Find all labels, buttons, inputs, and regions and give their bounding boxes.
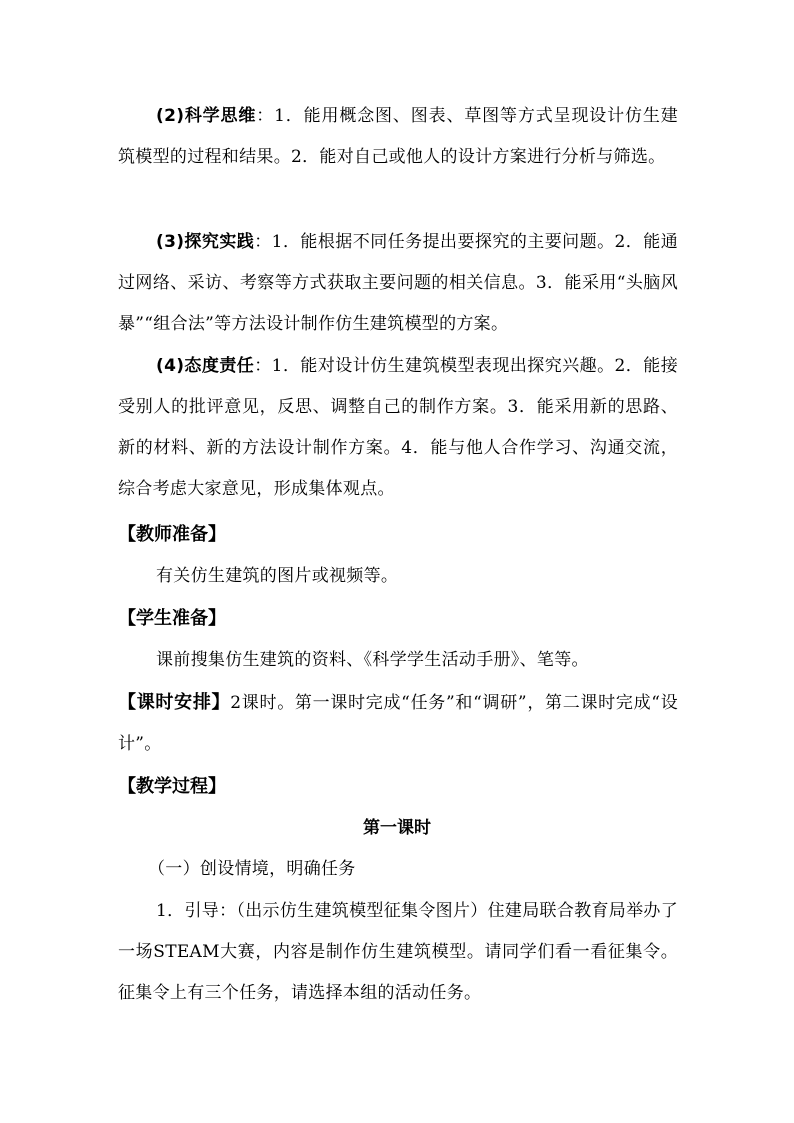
section-title: （一）创设情境，明确任务 [148,859,356,879]
student-prep-heading: 【学生准备】 [118,608,226,629]
teacher-prep-heading: 【教师准备】 [118,524,226,545]
schedule-paragraph [118,682,678,765]
goal-attitude-responsibility-label: (4)态度责任 [156,356,255,376]
process-heading: 【教学过程】 [118,776,226,797]
goal-science-thinking-text: ：1．能用概念图、图表、草图等方式呈现设计仿生建筑模型的过程和结果。2．能对自己或他人的设计方案进行分析与筛选。 [118,106,679,167]
goal-science-thinking [118,96,678,178]
lesson-title: 第一课时 [363,818,431,838]
teacher-prep-text: 有关仿生建筑的图片或视频等。 [156,566,399,586]
goal-inquiry-practice-text: ：1．能根据不同任务提出要探究的主要问题。2．能通过网络、采访、考察等方式获取主要问题的相关信息。3．能采用“头脑风暴”“组合法”等方法设计制作仿生建筑模型的方案。 [118,232,678,334]
goal-attitude-responsibility-text: ：1．能对设计仿生建筑模型表现出探究兴趣。2．能接受别人的批评意见，反思、调整自己的制作方案。3．能采用新的思路、新的材料、新的方法设计制作方案。4．能与他人合作学习、沟通交流，综合考虑大家意见，形成集体观点。 [118,356,678,499]
goal-science-thinking-label: (2)科学思维 [156,106,257,126]
student-prep-text: 课前搜集仿生建筑的资料、《科学学生活动手册》、笔等。 [156,650,589,670]
goal-attitude-responsibility [118,346,678,510]
goal-inquiry-practice-label: (3)探究实践 [156,232,255,252]
step-1-text: 1．引导：（出示仿生建筑模型征集令图片）住建局联合教育局举办了一场STEAM大赛，内容是制作仿生建筑模型。请同学们看一看征集令。征集令上有三个任务，请选择本组的活动任务。 [118,901,678,1003]
goal-inquiry-practice [118,222,678,345]
schedule-heading: 【课时安排】 [118,692,231,713]
schedule-text: 2课时。第一课时完成“任务”和“调研”，第二课时完成“设计”。 [118,693,678,754]
